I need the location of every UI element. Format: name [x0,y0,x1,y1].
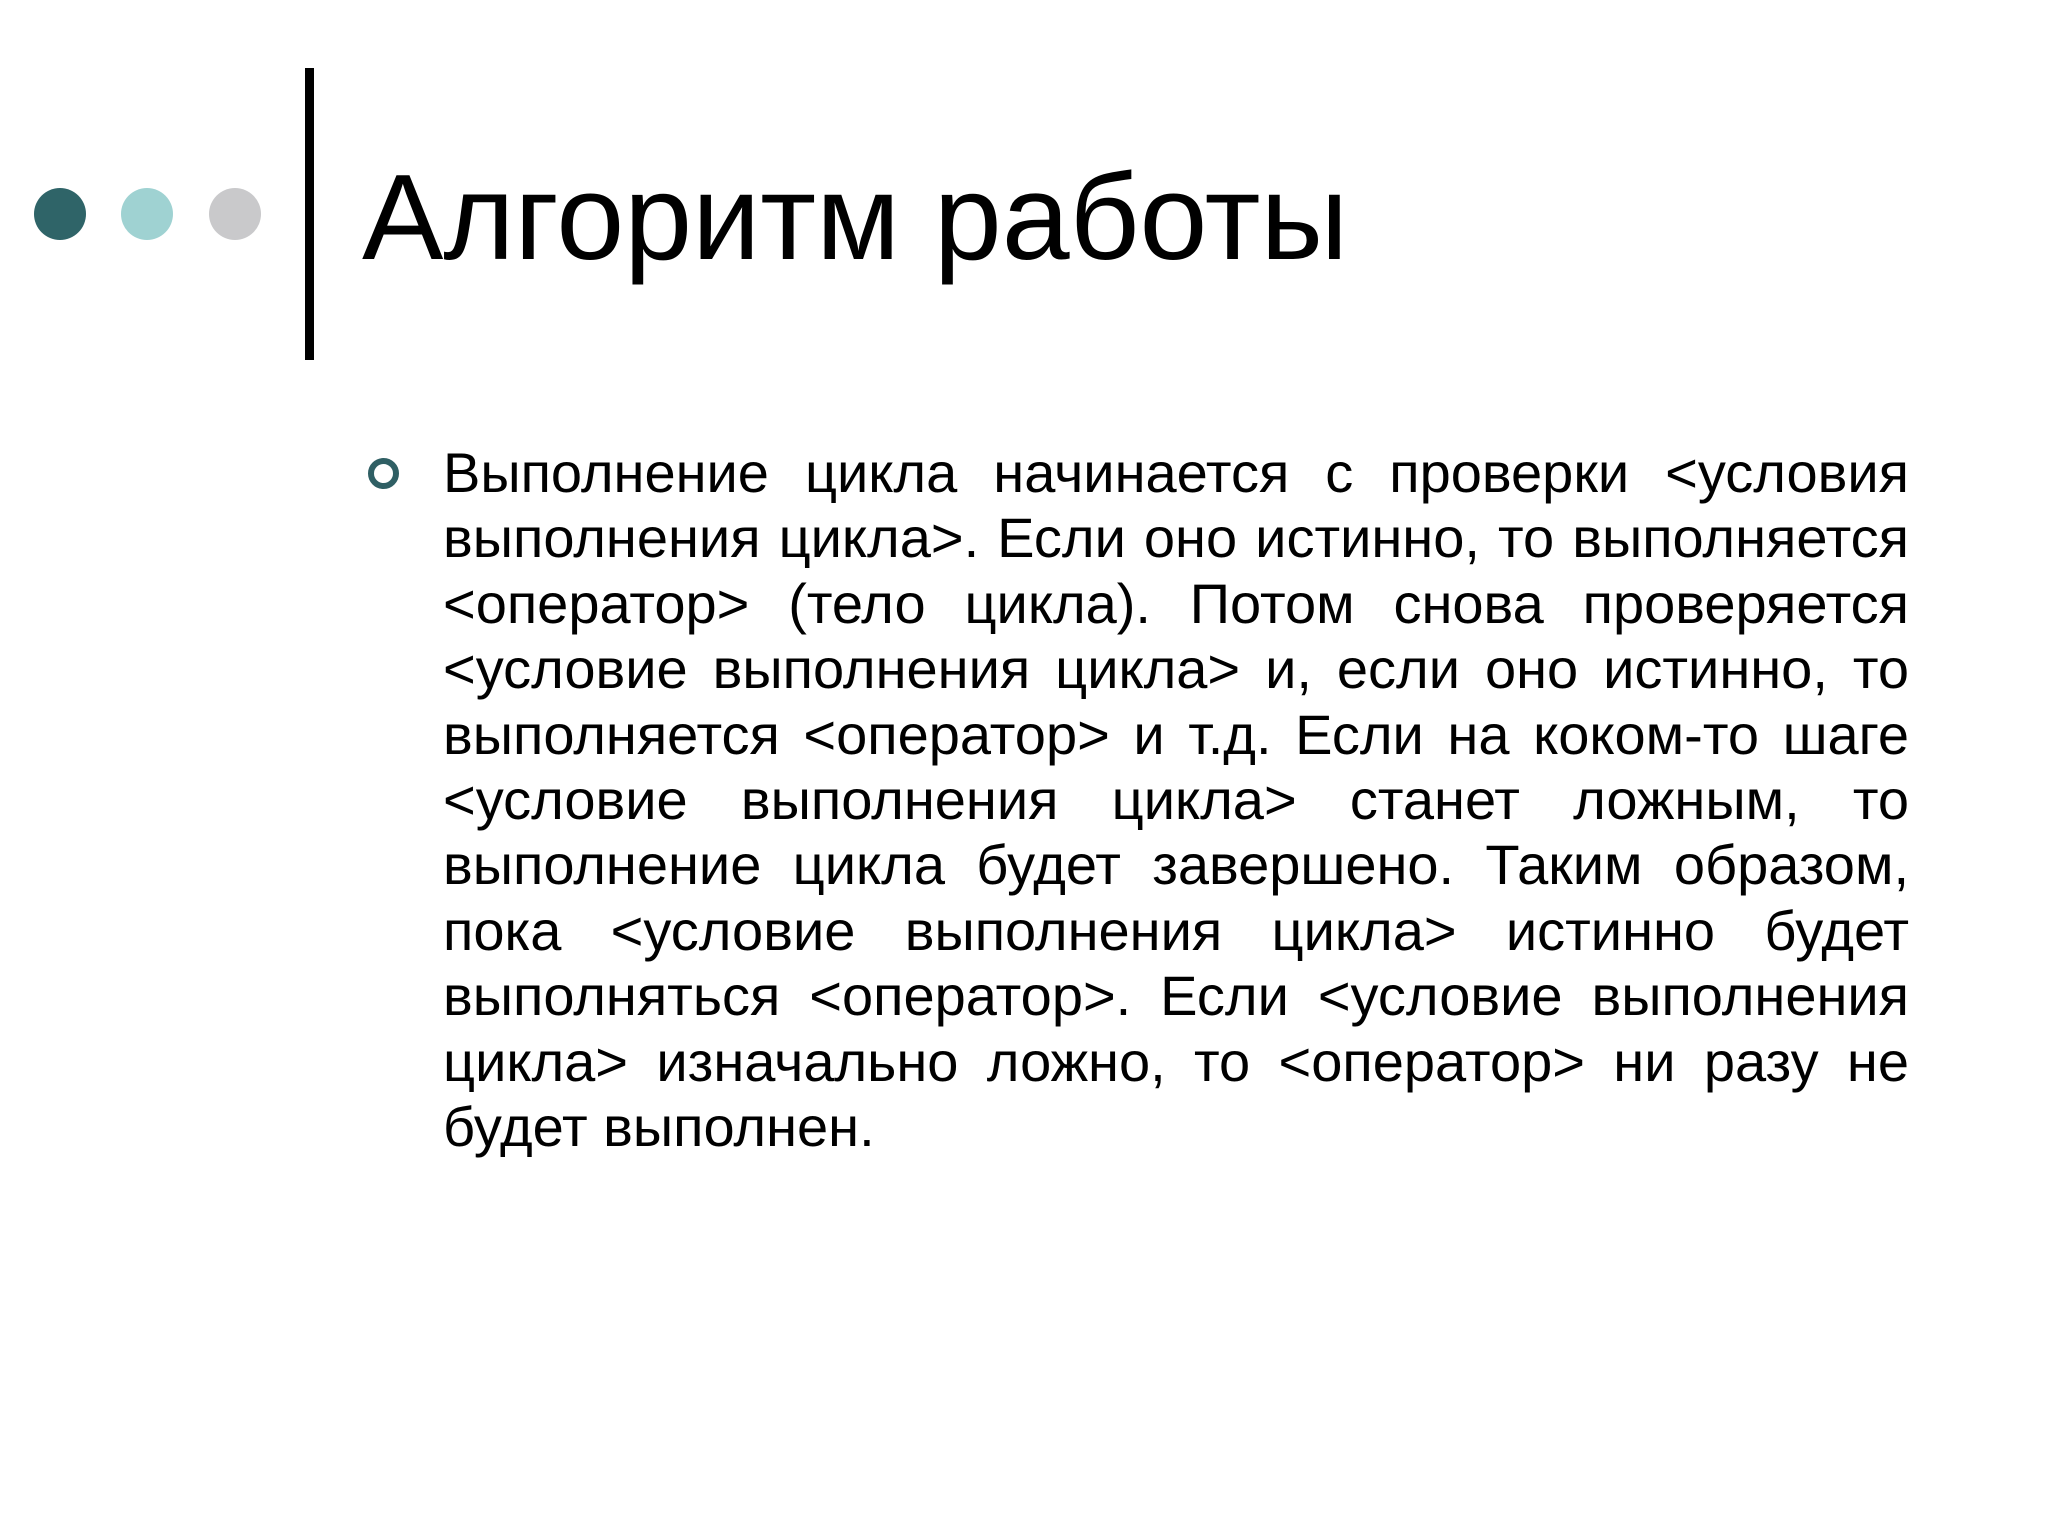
title-vertical-rule [305,68,314,360]
slide-title: Алгоритм работы [362,149,1349,285]
bullet-list [443,440,1909,1159]
hollow-circle-bullet-icon [368,458,399,489]
decorative-dot-dark-teal-icon [34,188,86,240]
decorative-dot-gray-icon [209,188,261,240]
bullet-list-item [443,440,1909,1159]
bullet-text: Выполнение цикла начинается с проверки <условия выполнения цикла>. Если оно истинно, то выполняется <оператор> (тело цикла). Потом снова проверяется <условие выполнения цикла> и, если оно истинно, то выполняется <оператор> и т.д. Если на коком-то шаге <условие выполнения цикла> станет ложным, то выполнение цикла будет завершено. Таким образом, пока <условие выполнения цикла> истинно будет выполняться <оператор>. Если <условие выполнения цикла> изначально ложно, то <оператор> ни разу не будет выполнен. [443,441,1909,1159]
decorative-dot-light-teal-icon [121,188,173,240]
